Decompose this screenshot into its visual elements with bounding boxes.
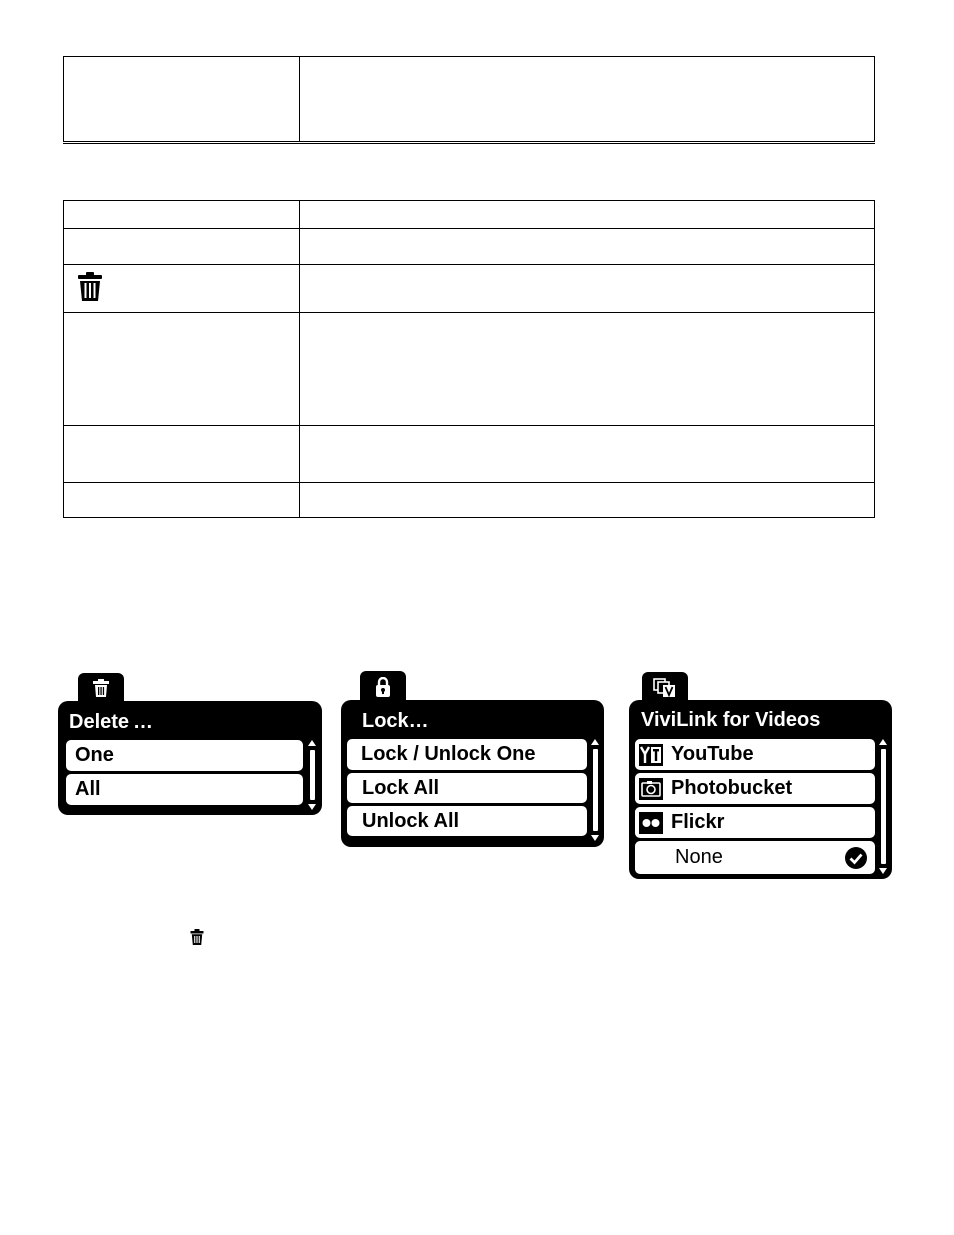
menu-item-label: None (675, 846, 723, 868)
scrollbar[interactable] (591, 739, 600, 841)
lock-menu-title: Lock… (362, 710, 429, 732)
table-cell (300, 265, 875, 313)
menu-item-label: Flickr (671, 811, 725, 833)
menu-item-label: Lock / Unlock One (361, 743, 536, 765)
lock-icon (375, 677, 391, 697)
table-row (64, 265, 875, 313)
table-cell (300, 483, 875, 518)
table-row (64, 201, 875, 229)
scrollbar[interactable] (879, 739, 888, 874)
menu-item-label: Unlock All (362, 809, 460, 832)
trash-icon (190, 929, 204, 945)
table-cell (300, 57, 875, 142)
table-cell (300, 229, 875, 265)
menu-item-lock-all[interactable] (347, 773, 587, 803)
table-row (64, 426, 875, 483)
vivilink-menu-tab (642, 672, 688, 703)
table-cell (300, 426, 875, 483)
menu-item-label: All (75, 778, 101, 800)
delete-menu-tab (78, 673, 124, 703)
trash-icon (93, 679, 109, 697)
menu-item-lock-unlock-one[interactable] (347, 739, 587, 770)
table-cell (64, 426, 300, 483)
table-row (64, 313, 875, 426)
menu-item-label: Photobucket (671, 777, 793, 799)
scrollbar[interactable] (308, 740, 317, 810)
table-row (64, 229, 875, 265)
menu-item-photobucket[interactable] (635, 773, 875, 804)
delete-menu-title: Delete … (69, 711, 154, 733)
table-cell (64, 201, 300, 229)
table-cell (300, 201, 875, 229)
table-cell (64, 483, 300, 518)
menu-item-none[interactable] (635, 841, 875, 874)
table-top (63, 56, 875, 142)
vivilink-menu-title: ViviLink for Videos (641, 709, 821, 731)
table-menu (63, 200, 875, 518)
delete-menu-panel (58, 701, 322, 815)
table-row (64, 57, 875, 142)
lock-menu-tab (360, 671, 406, 703)
menu-item-all[interactable] (66, 774, 303, 805)
menu-item-label: YouTube (671, 743, 754, 765)
flickr-icon (639, 811, 663, 835)
divider (63, 143, 875, 144)
photobucket-icon (639, 777, 663, 801)
menu-item-flickr[interactable] (635, 807, 875, 838)
lock-menu-panel (341, 700, 604, 847)
trash-icon (77, 272, 103, 302)
menu-item-label: Lock All (362, 776, 440, 799)
table-cell (64, 229, 300, 265)
menu-item-one[interactable] (66, 740, 303, 771)
checkmark-circle-icon (845, 847, 867, 869)
table-cell (64, 265, 300, 313)
youtube-icon (639, 743, 663, 767)
table-row (64, 483, 875, 518)
vivilink-icon (653, 678, 677, 698)
table-cell (64, 57, 300, 142)
vivilink-menu-panel (629, 700, 892, 879)
table-cell (300, 313, 875, 426)
menu-item-unlock-all[interactable] (347, 806, 587, 836)
menu-item-label: One (75, 744, 114, 766)
menu-item-youtube[interactable] (635, 739, 875, 770)
table-cell (64, 313, 300, 426)
